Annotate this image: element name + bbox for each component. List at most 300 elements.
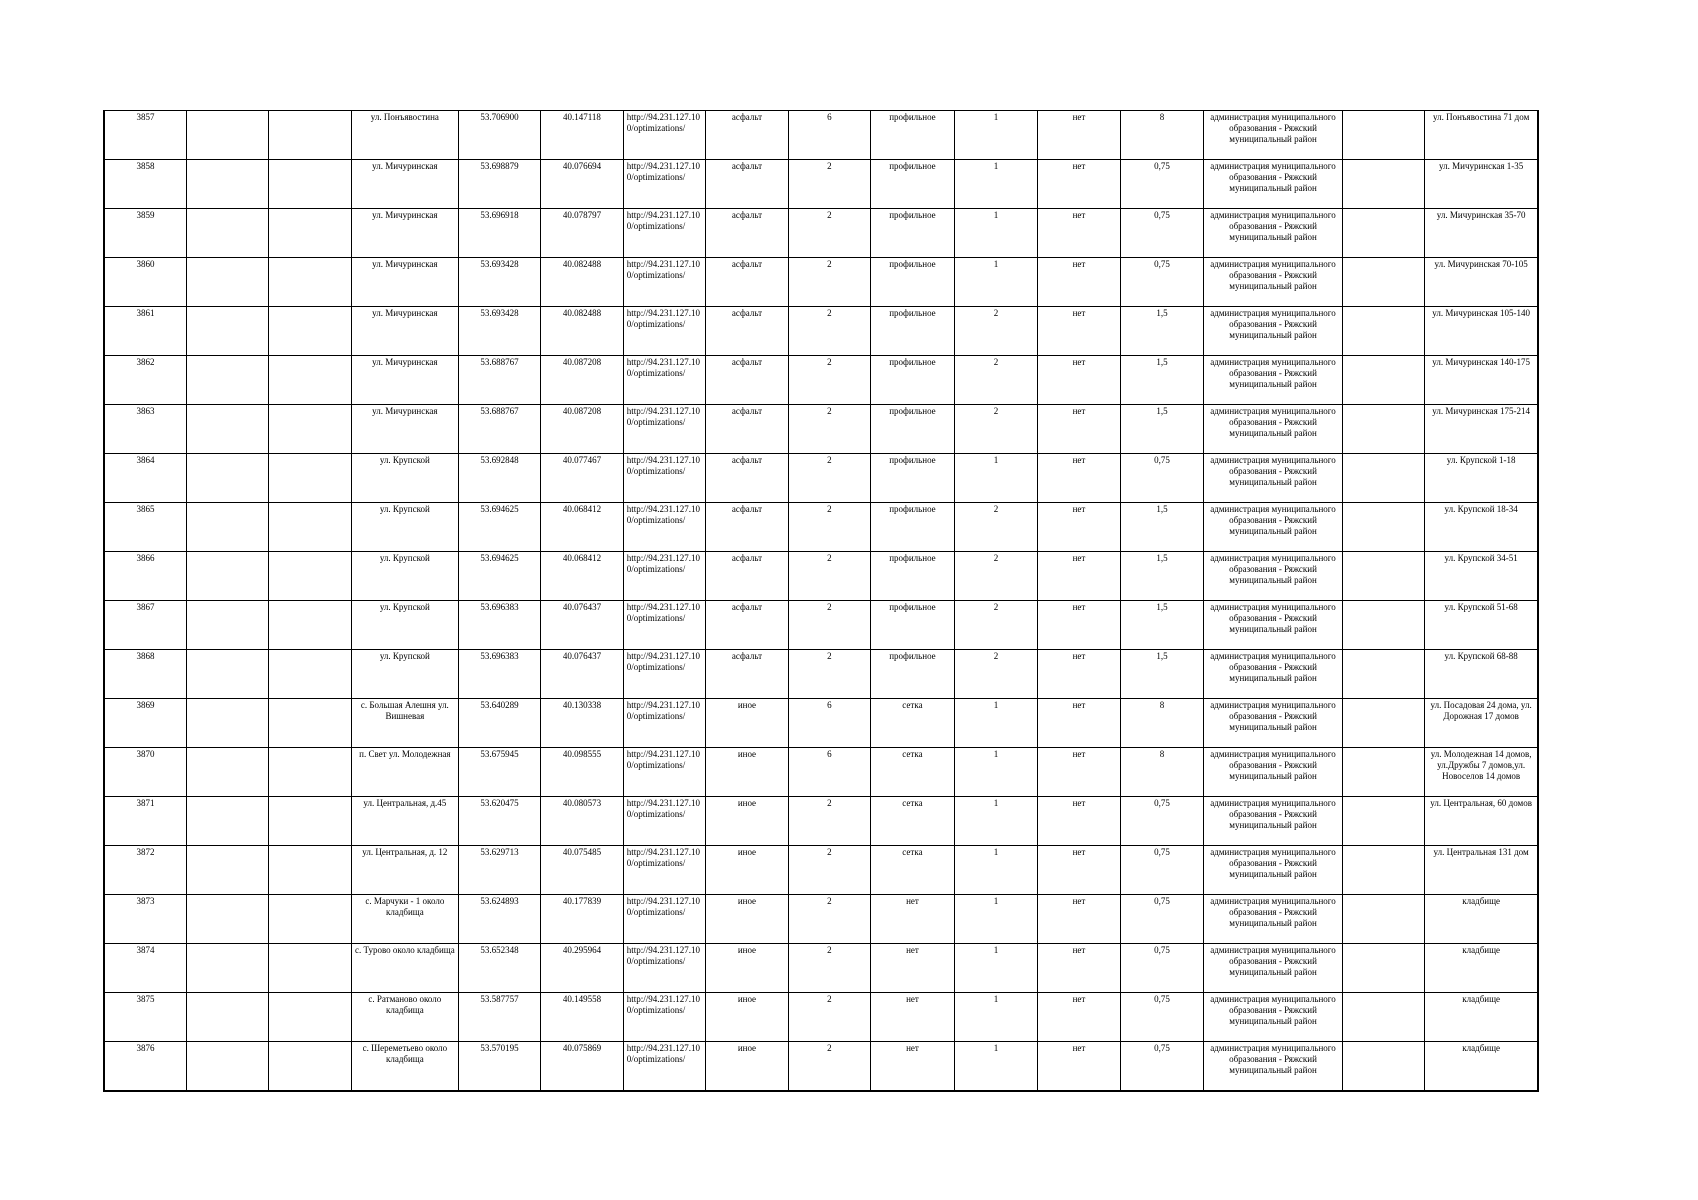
cell-address: ул. Центральная, д. 12 xyxy=(351,846,458,895)
cell-area: 2 xyxy=(788,1042,870,1092)
cell-empty-cell xyxy=(186,1042,268,1092)
cell-empty-cell xyxy=(269,111,351,160)
cell-link: http://94.231.127.100/optimizations/ xyxy=(623,650,705,699)
cell-served-objects: ул. Центральная, 60 домов xyxy=(1425,797,1538,846)
cell-owner: администрация муниципального образования - Ряжский муниципальный район xyxy=(1204,944,1343,993)
cell-empty-cell xyxy=(269,895,351,944)
cell-empty-cell xyxy=(269,944,351,993)
cell-container-count: 1 xyxy=(954,895,1038,944)
cell-link: http://94.231.127.100/optimizations/ xyxy=(623,895,705,944)
table-row xyxy=(104,503,1538,552)
cell-empty-cell xyxy=(269,699,351,748)
table-row xyxy=(104,797,1538,846)
cell-fence: сетка xyxy=(871,748,955,797)
cell-empty-cell xyxy=(186,307,268,356)
cell-longitude: 40.130338 xyxy=(541,699,623,748)
cell-shed: нет xyxy=(1038,405,1120,454)
table-row xyxy=(104,748,1538,797)
cell-row-number: 3866 xyxy=(104,552,186,601)
cell-address: ул. Мичуринская xyxy=(351,209,458,258)
cell-area: 2 xyxy=(788,650,870,699)
cell-served-objects: ул. Мичуринская 175-214 xyxy=(1425,405,1538,454)
cell-served-objects: ул. Мичуринская 1-35 xyxy=(1425,160,1538,209)
cell-surface: иное xyxy=(706,699,788,748)
cell-served-objects: ул. Молодежная 14 домов, ул.Дружбы 7 домов,ул. Новоселов 14 домов xyxy=(1425,748,1538,797)
cell-served-objects: ул. Мичуринская 35-70 xyxy=(1425,209,1538,258)
cell-owner: администрация муниципального образования - Ряжский муниципальный район xyxy=(1204,209,1343,258)
cell-fence: профильное xyxy=(871,503,955,552)
cell-served-objects: ул. Крупской 18-34 xyxy=(1425,503,1538,552)
cell-empty-cell xyxy=(186,405,268,454)
cell-container-count: 1 xyxy=(954,1042,1038,1092)
cell-volume: 1,5 xyxy=(1120,307,1204,356)
cell-fence: профильное xyxy=(871,209,955,258)
cell-row-number: 3874 xyxy=(104,944,186,993)
cell-owner: администрация муниципального образования - Ряжский муниципальный район xyxy=(1204,552,1343,601)
cell-latitude: 53.587757 xyxy=(458,993,540,1042)
cell-shed: нет xyxy=(1038,748,1120,797)
cell-latitude: 53.693428 xyxy=(458,258,540,307)
cell-address: ул. Понъявостина xyxy=(351,111,458,160)
cell-volume: 0,75 xyxy=(1120,944,1204,993)
cell-latitude: 53.570195 xyxy=(458,1042,540,1092)
cell-container-count: 1 xyxy=(954,258,1038,307)
cell-longitude: 40.082488 xyxy=(541,258,623,307)
cell-empty-cell xyxy=(1342,699,1424,748)
table-body xyxy=(104,111,1538,1092)
table-row xyxy=(104,699,1538,748)
cell-surface: иное xyxy=(706,846,788,895)
table-row xyxy=(104,846,1538,895)
cell-fence: нет xyxy=(871,1042,955,1092)
cell-longitude: 40.076694 xyxy=(541,160,623,209)
cell-volume: 0,75 xyxy=(1120,895,1204,944)
cell-address: с. Марчуки - 1 около кладбища xyxy=(351,895,458,944)
cell-served-objects: кладбище xyxy=(1425,895,1538,944)
cell-address: с. Ратманово около кладбища xyxy=(351,993,458,1042)
cell-container-count: 2 xyxy=(954,650,1038,699)
cell-surface: асфальт xyxy=(706,160,788,209)
cell-owner: администрация муниципального образования - Ряжский муниципальный район xyxy=(1204,307,1343,356)
table-row xyxy=(104,307,1538,356)
cell-empty-cell xyxy=(1342,993,1424,1042)
cell-address: ул. Мичуринская xyxy=(351,405,458,454)
cell-area: 6 xyxy=(788,699,870,748)
cell-empty-cell xyxy=(186,797,268,846)
cell-area: 2 xyxy=(788,944,870,993)
cell-empty-cell xyxy=(186,503,268,552)
cell-served-objects: кладбище xyxy=(1425,993,1538,1042)
cell-surface: асфальт xyxy=(706,405,788,454)
cell-area: 2 xyxy=(788,307,870,356)
cell-volume: 8 xyxy=(1120,111,1204,160)
cell-latitude: 53.620475 xyxy=(458,797,540,846)
cell-empty-cell xyxy=(1342,895,1424,944)
cell-surface: асфальт xyxy=(706,111,788,160)
cell-address: ул. Крупской xyxy=(351,503,458,552)
cell-empty-cell xyxy=(269,1042,351,1092)
cell-container-count: 1 xyxy=(954,797,1038,846)
table-row xyxy=(104,454,1538,503)
cell-empty-cell xyxy=(1342,454,1424,503)
cell-link: http://94.231.127.100/optimizations/ xyxy=(623,699,705,748)
cell-empty-cell xyxy=(1342,307,1424,356)
cell-empty-cell xyxy=(1342,503,1424,552)
cell-area: 6 xyxy=(788,111,870,160)
cell-container-count: 2 xyxy=(954,307,1038,356)
cell-row-number: 3875 xyxy=(104,993,186,1042)
cell-empty-cell xyxy=(1342,160,1424,209)
cell-address: п. Свет ул. Молодежная xyxy=(351,748,458,797)
cell-empty-cell xyxy=(186,111,268,160)
cell-surface: иное xyxy=(706,1042,788,1092)
cell-container-count: 2 xyxy=(954,405,1038,454)
cell-fence: профильное xyxy=(871,111,955,160)
cell-served-objects: ул. Мичуринская 105-140 xyxy=(1425,307,1538,356)
cell-shed: нет xyxy=(1038,601,1120,650)
cell-owner: администрация муниципального образования - Ряжский муниципальный район xyxy=(1204,1042,1343,1092)
cell-volume: 0,75 xyxy=(1120,993,1204,1042)
cell-surface: иное xyxy=(706,797,788,846)
cell-fence: профильное xyxy=(871,601,955,650)
cell-fence: нет xyxy=(871,993,955,1042)
cell-longitude: 40.087208 xyxy=(541,405,623,454)
cell-longitude: 40.075869 xyxy=(541,1042,623,1092)
cell-volume: 8 xyxy=(1120,748,1204,797)
cell-shed: нет xyxy=(1038,454,1120,503)
cell-surface: асфальт xyxy=(706,601,788,650)
cell-longitude: 40.147118 xyxy=(541,111,623,160)
cell-latitude: 53.698879 xyxy=(458,160,540,209)
cell-owner: администрация муниципального образования - Ряжский муниципальный район xyxy=(1204,405,1343,454)
cell-longitude: 40.080573 xyxy=(541,797,623,846)
cell-surface: иное xyxy=(706,895,788,944)
table-row xyxy=(104,552,1538,601)
cell-latitude: 53.694625 xyxy=(458,503,540,552)
cell-address: ул. Крупской xyxy=(351,454,458,503)
cell-longitude: 40.295964 xyxy=(541,944,623,993)
cell-served-objects: ул. Крупской 34-51 xyxy=(1425,552,1538,601)
cell-owner: администрация муниципального образования - Ряжский муниципальный район xyxy=(1204,993,1343,1042)
cell-row-number: 3859 xyxy=(104,209,186,258)
cell-fence: сетка xyxy=(871,797,955,846)
cell-empty-cell xyxy=(269,405,351,454)
cell-longitude: 40.177839 xyxy=(541,895,623,944)
cell-served-objects: кладбище xyxy=(1425,1042,1538,1092)
cell-address: с. Шереметьево около кладбища xyxy=(351,1042,458,1092)
cell-longitude: 40.068412 xyxy=(541,503,623,552)
cell-address: ул. Крупской xyxy=(351,601,458,650)
cell-shed: нет xyxy=(1038,209,1120,258)
cell-shed: нет xyxy=(1038,846,1120,895)
cell-empty-cell xyxy=(186,356,268,405)
cell-area: 2 xyxy=(788,552,870,601)
cell-area: 2 xyxy=(788,405,870,454)
cell-link: http://94.231.127.100/optimizations/ xyxy=(623,993,705,1042)
cell-empty-cell xyxy=(269,356,351,405)
cell-volume: 0,75 xyxy=(1120,160,1204,209)
table-row xyxy=(104,111,1538,160)
cell-container-count: 1 xyxy=(954,748,1038,797)
cell-shed: нет xyxy=(1038,503,1120,552)
cell-served-objects: ул. Крупской 68-88 xyxy=(1425,650,1538,699)
cell-shed: нет xyxy=(1038,944,1120,993)
cell-area: 2 xyxy=(788,160,870,209)
cell-area: 2 xyxy=(788,895,870,944)
cell-empty-cell xyxy=(1342,209,1424,258)
cell-row-number: 3867 xyxy=(104,601,186,650)
cell-empty-cell xyxy=(186,993,268,1042)
table-row xyxy=(104,993,1538,1042)
cell-empty-cell xyxy=(186,258,268,307)
cell-shed: нет xyxy=(1038,552,1120,601)
cell-empty-cell xyxy=(269,209,351,258)
cell-owner: администрация муниципального образования - Ряжский муниципальный район xyxy=(1204,258,1343,307)
cell-latitude: 53.696383 xyxy=(458,650,540,699)
cell-empty-cell xyxy=(186,895,268,944)
cell-empty-cell xyxy=(186,601,268,650)
cell-container-count: 1 xyxy=(954,846,1038,895)
cell-empty-cell xyxy=(1342,405,1424,454)
cell-container-count: 1 xyxy=(954,699,1038,748)
cell-empty-cell xyxy=(186,454,268,503)
cell-area: 2 xyxy=(788,797,870,846)
cell-address: ул. Мичуринская xyxy=(351,160,458,209)
cell-shed: нет xyxy=(1038,1042,1120,1092)
cell-area: 2 xyxy=(788,846,870,895)
cell-container-count: 2 xyxy=(954,601,1038,650)
cell-surface: иное xyxy=(706,944,788,993)
cell-volume: 1,5 xyxy=(1120,503,1204,552)
cell-container-count: 2 xyxy=(954,552,1038,601)
cell-address: ул. Крупской xyxy=(351,650,458,699)
cell-link: http://94.231.127.100/optimizations/ xyxy=(623,405,705,454)
cell-row-number: 3860 xyxy=(104,258,186,307)
cell-link: http://94.231.127.100/optimizations/ xyxy=(623,552,705,601)
cell-fence: нет xyxy=(871,895,955,944)
cell-link: http://94.231.127.100/optimizations/ xyxy=(623,748,705,797)
cell-area: 2 xyxy=(788,356,870,405)
cell-surface: асфальт xyxy=(706,307,788,356)
cell-container-count: 1 xyxy=(954,160,1038,209)
cell-surface: асфальт xyxy=(706,650,788,699)
cell-link: http://94.231.127.100/optimizations/ xyxy=(623,356,705,405)
cell-container-count: 1 xyxy=(954,993,1038,1042)
cell-area: 6 xyxy=(788,748,870,797)
cell-volume: 0,75 xyxy=(1120,258,1204,307)
cell-container-count: 1 xyxy=(954,454,1038,503)
cell-row-number: 3863 xyxy=(104,405,186,454)
cell-address: с. Большая Алешня ул. Вишневая xyxy=(351,699,458,748)
cell-owner: администрация муниципального образования - Ряжский муниципальный район xyxy=(1204,454,1343,503)
cell-volume: 1,5 xyxy=(1120,650,1204,699)
cell-surface: иное xyxy=(706,993,788,1042)
cell-longitude: 40.077467 xyxy=(541,454,623,503)
cell-link: http://94.231.127.100/optimizations/ xyxy=(623,111,705,160)
cell-address: ул. Центральная, д.45 xyxy=(351,797,458,846)
cell-owner: администрация муниципального образования - Ряжский муниципальный район xyxy=(1204,650,1343,699)
cell-row-number: 3858 xyxy=(104,160,186,209)
cell-longitude: 40.075485 xyxy=(541,846,623,895)
cell-empty-cell xyxy=(1342,111,1424,160)
cell-empty-cell xyxy=(1342,846,1424,895)
cell-area: 2 xyxy=(788,209,870,258)
table-row xyxy=(104,356,1538,405)
cell-latitude: 53.675945 xyxy=(458,748,540,797)
cell-empty-cell xyxy=(186,846,268,895)
cell-empty-cell xyxy=(269,307,351,356)
cell-volume: 1,5 xyxy=(1120,356,1204,405)
cell-surface: асфальт xyxy=(706,209,788,258)
cell-link: http://94.231.127.100/optimizations/ xyxy=(623,503,705,552)
cell-empty-cell xyxy=(269,993,351,1042)
cell-empty-cell xyxy=(186,944,268,993)
cell-shed: нет xyxy=(1038,699,1120,748)
cell-area: 2 xyxy=(788,454,870,503)
cell-fence: профильное xyxy=(871,307,955,356)
cell-owner: администрация муниципального образования - Ряжский муниципальный район xyxy=(1204,748,1343,797)
table-row xyxy=(104,650,1538,699)
cell-surface: асфальт xyxy=(706,454,788,503)
cell-volume: 0,75 xyxy=(1120,209,1204,258)
cell-latitude: 53.693428 xyxy=(458,307,540,356)
cell-volume: 0,75 xyxy=(1120,1042,1204,1092)
cell-empty-cell xyxy=(1342,650,1424,699)
table-row xyxy=(104,405,1538,454)
cell-empty-cell xyxy=(269,748,351,797)
cell-surface: асфальт xyxy=(706,503,788,552)
cell-empty-cell xyxy=(186,650,268,699)
cell-empty-cell xyxy=(186,699,268,748)
cell-served-objects: кладбище xyxy=(1425,944,1538,993)
cell-served-objects: ул. Мичуринская 70-105 xyxy=(1425,258,1538,307)
cell-link: http://94.231.127.100/optimizations/ xyxy=(623,258,705,307)
cell-row-number: 3864 xyxy=(104,454,186,503)
cell-link: http://94.231.127.100/optimizations/ xyxy=(623,846,705,895)
table-row xyxy=(104,895,1538,944)
cell-empty-cell xyxy=(269,160,351,209)
table-row xyxy=(104,944,1538,993)
cell-container-count: 1 xyxy=(954,111,1038,160)
cell-fence: профильное xyxy=(871,258,955,307)
table-row xyxy=(104,601,1538,650)
cell-row-number: 3873 xyxy=(104,895,186,944)
cell-link: http://94.231.127.100/optimizations/ xyxy=(623,797,705,846)
cell-empty-cell xyxy=(186,160,268,209)
cell-link: http://94.231.127.100/optimizations/ xyxy=(623,160,705,209)
cell-fence: профильное xyxy=(871,454,955,503)
cell-served-objects: ул. Мичуринская 140-175 xyxy=(1425,356,1538,405)
cell-area: 2 xyxy=(788,503,870,552)
cell-longitude: 40.149558 xyxy=(541,993,623,1042)
cell-area: 2 xyxy=(788,601,870,650)
cell-empty-cell xyxy=(269,552,351,601)
cell-latitude: 53.692848 xyxy=(458,454,540,503)
cell-empty-cell xyxy=(1342,748,1424,797)
cell-volume: 1,5 xyxy=(1120,552,1204,601)
cell-shed: нет xyxy=(1038,356,1120,405)
cell-served-objects: ул. Крупской 51-68 xyxy=(1425,601,1538,650)
cell-fence: профильное xyxy=(871,552,955,601)
cell-surface: иное xyxy=(706,748,788,797)
cell-area: 2 xyxy=(788,993,870,1042)
cell-longitude: 40.078797 xyxy=(541,209,623,258)
cell-shed: нет xyxy=(1038,993,1120,1042)
cell-owner: администрация муниципального образования - Ряжский муниципальный район xyxy=(1204,699,1343,748)
cell-empty-cell xyxy=(1342,944,1424,993)
cell-fence: профильное xyxy=(871,405,955,454)
cell-area: 2 xyxy=(788,258,870,307)
cell-fence: сетка xyxy=(871,846,955,895)
cell-link: http://94.231.127.100/optimizations/ xyxy=(623,944,705,993)
cell-longitude: 40.098555 xyxy=(541,748,623,797)
cell-empty-cell xyxy=(1342,356,1424,405)
cell-served-objects: ул. Посадовая 24 дома, ул. Дорожная 17 домов xyxy=(1425,699,1538,748)
cell-row-number: 3871 xyxy=(104,797,186,846)
cell-empty-cell xyxy=(1342,797,1424,846)
registry-table xyxy=(103,110,1539,1092)
table-row xyxy=(104,209,1538,258)
cell-shed: нет xyxy=(1038,895,1120,944)
cell-fence: профильное xyxy=(871,650,955,699)
cell-fence: нет xyxy=(871,944,955,993)
cell-shed: нет xyxy=(1038,258,1120,307)
cell-shed: нет xyxy=(1038,797,1120,846)
cell-volume: 0,75 xyxy=(1120,797,1204,846)
cell-empty-cell xyxy=(269,650,351,699)
cell-longitude: 40.082488 xyxy=(541,307,623,356)
cell-served-objects: ул. Понъявостина 71 дом xyxy=(1425,111,1538,160)
cell-empty-cell xyxy=(269,258,351,307)
cell-address: с. Турово около кладбища xyxy=(351,944,458,993)
cell-served-objects: ул. Центральная 131 дом xyxy=(1425,846,1538,895)
cell-container-count: 2 xyxy=(954,356,1038,405)
cell-empty-cell xyxy=(269,503,351,552)
cell-link: http://94.231.127.100/optimizations/ xyxy=(623,454,705,503)
cell-volume: 8 xyxy=(1120,699,1204,748)
cell-owner: администрация муниципального образования - Ряжский муниципальный район xyxy=(1204,895,1343,944)
cell-latitude: 53.696918 xyxy=(458,209,540,258)
cell-latitude: 53.624893 xyxy=(458,895,540,944)
cell-owner: администрация муниципального образования - Ряжский муниципальный район xyxy=(1204,160,1343,209)
cell-address: ул. Мичуринская xyxy=(351,356,458,405)
cell-surface: асфальт xyxy=(706,356,788,405)
cell-owner: администрация муниципального образования - Ряжский муниципальный район xyxy=(1204,111,1343,160)
cell-row-number: 3865 xyxy=(104,503,186,552)
table-row xyxy=(104,160,1538,209)
cell-row-number: 3861 xyxy=(104,307,186,356)
cell-empty-cell xyxy=(1342,1042,1424,1092)
cell-volume: 0,75 xyxy=(1120,846,1204,895)
cell-surface: асфальт xyxy=(706,258,788,307)
cell-container-count: 1 xyxy=(954,209,1038,258)
cell-link: http://94.231.127.100/optimizations/ xyxy=(623,601,705,650)
cell-empty-cell xyxy=(186,209,268,258)
cell-owner: администрация муниципального образования - Ряжский муниципальный район xyxy=(1204,846,1343,895)
cell-latitude: 53.629713 xyxy=(458,846,540,895)
cell-empty-cell xyxy=(269,797,351,846)
cell-owner: администрация муниципального образования - Ряжский муниципальный район xyxy=(1204,601,1343,650)
cell-latitude: 53.652348 xyxy=(458,944,540,993)
cell-container-count: 2 xyxy=(954,503,1038,552)
cell-latitude: 53.706900 xyxy=(458,111,540,160)
cell-longitude: 40.068412 xyxy=(541,552,623,601)
cell-empty-cell xyxy=(186,748,268,797)
cell-longitude: 40.076437 xyxy=(541,650,623,699)
cell-volume: 1,5 xyxy=(1120,405,1204,454)
cell-surface: асфальт xyxy=(706,552,788,601)
cell-shed: нет xyxy=(1038,111,1120,160)
